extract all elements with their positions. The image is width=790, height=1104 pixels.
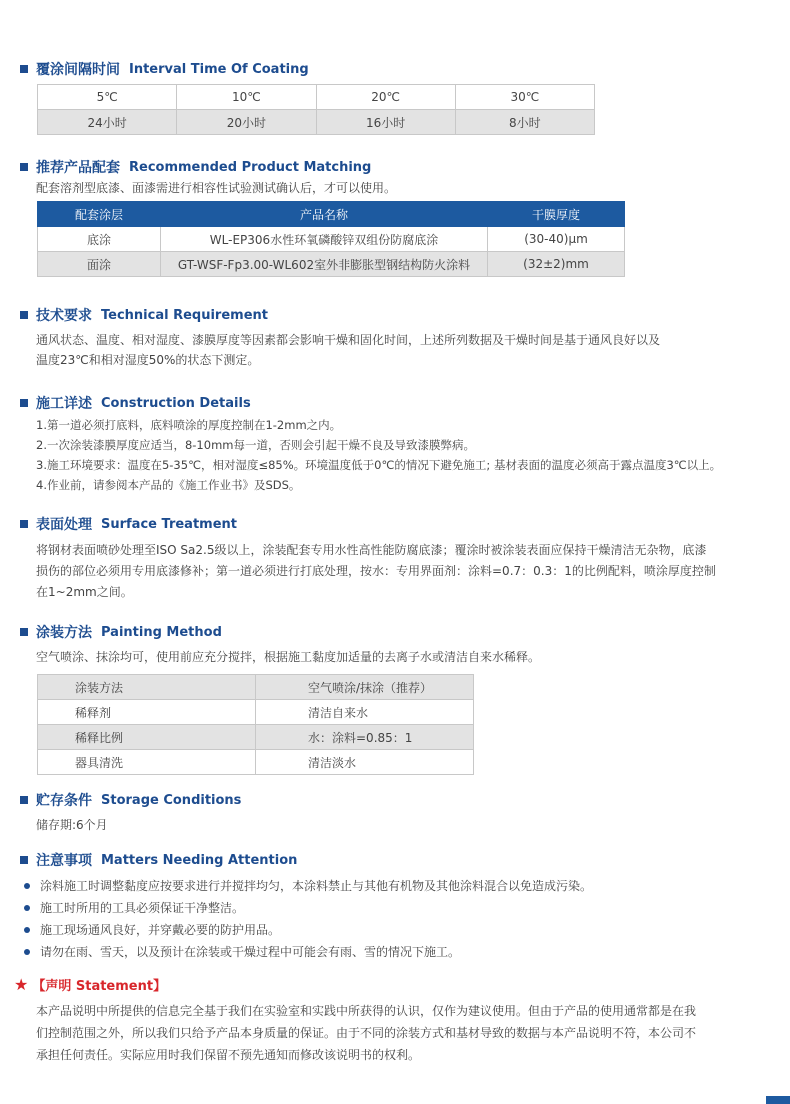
text-line: 将钢材表面喷砂处理至ISO Sa2.5级以上，涂装配套专用水性高性能防腐底漆；覆涂时被涂装表面应保持干燥清洁无杂物，底漆: [36, 543, 707, 557]
table-header-cell: 配套涂层: [38, 202, 161, 227]
matching-section-title: [20, 157, 371, 177]
painting-title-zh: 涂装方法: [36, 625, 92, 641]
text-line: 2.一次涂装漆膜厚度应适当，8-10mm每一道，否则会引起干燥不良及导致漆膜弊病。: [36, 438, 475, 452]
interval-section-title: [20, 59, 309, 79]
technical-text: [36, 330, 776, 370]
text-line: 本产品说明中所提供的信息完全基于我们在实验室和实践中所获得的认识，仅作为建议使用。但由于产品的使用通常都是在我: [36, 1004, 697, 1018]
table-cell: WL-EP306水性环氧磷酸锌双组份防腐底涂: [161, 227, 488, 252]
table-row: [38, 252, 625, 277]
list-item-text: 涂料施工时调整黏度应按要求进行并搅拌均匀，本涂料禁止与其他有机物及其他涂料混合以免造成污染。: [40, 879, 593, 893]
table-cell: 面涂: [38, 252, 161, 277]
painting-table: [37, 674, 474, 775]
text-line: 通风状态、温度、相对湿度、漆膜厚度等因素都会影响干燥和固化时间，上述所列数据及干燥时间是基于通风良好以及: [36, 333, 661, 347]
dot-bullet-icon: [24, 927, 30, 933]
table-cell: 底涂: [38, 227, 161, 252]
square-bullet-icon: [20, 311, 28, 319]
table-cell: (30-40)μm: [488, 227, 625, 252]
surface-text: [36, 540, 776, 603]
square-bullet-icon: [20, 163, 28, 171]
square-bullet-icon: [20, 399, 28, 407]
table-cell: 水：涂料=0.85：1: [256, 725, 474, 750]
corner-accent-bar: [766, 1096, 790, 1104]
statement-text: [36, 1000, 776, 1066]
attention-section-title: [20, 850, 297, 870]
construction-title-zh: 施工详述: [36, 396, 92, 412]
table-row: [38, 725, 474, 750]
statement-title-text: 【声明 Statement】: [32, 979, 167, 994]
construction-text: [36, 415, 786, 495]
matching-table: [37, 201, 625, 277]
text-line: 在1~2mm之间。: [36, 585, 133, 599]
table-row: [38, 85, 595, 110]
text-line: 们控制范围之外，所以我们只给予产品本身质量的保证。由于不同的涂装方式和基材导致的数据与本产品说明不符，本公司不: [36, 1026, 697, 1040]
square-bullet-icon: [20, 520, 28, 528]
table-cell: 10℃: [177, 85, 316, 110]
table-cell: 8小时: [455, 110, 594, 135]
technical-title-zh: 技术要求: [36, 308, 92, 324]
table-cell: 20小时: [177, 110, 316, 135]
storage-text: 储存期:6个月: [36, 818, 108, 832]
painting-section-title: [20, 622, 222, 642]
table-cell: GT-WSF-Fp3.00-WL602室外非膨胀型钢结构防火涂料: [161, 252, 488, 277]
construction-section-title: [20, 393, 251, 413]
text-line: 4.作业前，请参阅本产品的《施工作业书》及SDS。: [36, 478, 301, 492]
surface-title-zh: 表面处理: [36, 517, 92, 533]
technical-section-title: [20, 305, 268, 325]
storage-title-zh: 贮存条件: [36, 793, 92, 809]
construction-title-en: Construction Details: [101, 395, 251, 411]
list-item-text: 请勿在雨、雪天，以及预计在涂装或干燥过程中可能会有雨、雪的情况下施工。: [40, 945, 461, 959]
matching-title-zh: 推荐产品配套: [36, 160, 120, 176]
table-cell: 清洁淡水: [256, 750, 474, 775]
dot-bullet-icon: [24, 883, 30, 889]
square-bullet-icon: [20, 65, 28, 73]
attention-list: [24, 875, 592, 963]
surface-title-en: Surface Treatment: [101, 516, 237, 532]
table-header-cell: 干膜厚度: [488, 202, 625, 227]
list-item-text: 施工现场通风良好，并穿戴必要的防护用品。: [40, 923, 281, 937]
matching-note: 配套溶剂型底漆、面漆需进行相容性试验测试确认后，才可以使用。: [36, 181, 397, 195]
list-item: [24, 919, 592, 941]
attention-title-zh: 注意事项: [36, 853, 92, 869]
table-row: [38, 227, 625, 252]
technical-title-en: Technical Requirement: [101, 307, 268, 323]
table-cell: (32±2)mm: [488, 252, 625, 277]
storage-section-title: [20, 790, 241, 810]
table-header-cell: 涂装方法: [38, 675, 256, 700]
interval-title-zh: 覆涂间隔时间: [36, 62, 120, 78]
dot-bullet-icon: [24, 905, 30, 911]
interval-title-en: Interval Time Of Coating: [129, 61, 309, 77]
table-cell: 器具清洗: [38, 750, 256, 775]
table-cell: 清洁自来水: [256, 700, 474, 725]
table-row: [38, 750, 474, 775]
table-cell: 24小时: [38, 110, 177, 135]
table-cell: 20℃: [316, 85, 455, 110]
square-bullet-icon: [20, 796, 28, 804]
table-header-cell: 产品名称: [161, 202, 488, 227]
table-header-row: [38, 202, 625, 227]
square-bullet-icon: [20, 628, 28, 636]
text-line: 温度23℃和相对湿度50%的状态下测定。: [36, 353, 260, 367]
table-row: [38, 700, 474, 725]
text-line: 承担任何责任。实际应用时我们保留不预先通知而修改该说明书的权利。: [36, 1048, 421, 1062]
text-line: 1.第一道必须打底料，底料喷涂的厚度控制在1-2mm之内。: [36, 418, 342, 432]
list-item: [24, 897, 592, 919]
table-header-cell: 空气喷涂/抹涂（推荐）: [256, 675, 474, 700]
text-line: 3.施工环境要求：温度在5-35℃，相对湿度≤85%。环境温度低于0℃的情况下避免施工; 基材表面的温度必须高于露点温度3℃以上。: [36, 458, 722, 472]
storage-title-en: Storage Conditions: [101, 792, 242, 808]
table-cell: 5℃: [38, 85, 177, 110]
table-cell: 稀释比例: [38, 725, 256, 750]
table-cell: 稀释剂: [38, 700, 256, 725]
list-item-text: 施工时所用的工具必须保证干净整洁。: [40, 901, 245, 915]
text-line: 损伤的部位必须用专用底漆修补；第一道必须进行打底处理，按水：专用界面剂：涂料=0.7：0.3：1的比例配料，喷涂厚度控制: [36, 564, 716, 578]
statement-title: [14, 975, 166, 994]
interval-table: [37, 84, 595, 135]
table-cell: 30℃: [455, 85, 594, 110]
attention-title-en: Matters Needing Attention: [101, 852, 298, 868]
painting-title-en: Painting Method: [101, 624, 222, 640]
surface-section-title: [20, 514, 237, 534]
table-row: [38, 110, 595, 135]
list-item: [24, 875, 592, 897]
table-header-row: [38, 675, 474, 700]
table-cell: 16小时: [316, 110, 455, 135]
square-bullet-icon: [20, 856, 28, 864]
dot-bullet-icon: [24, 949, 30, 955]
painting-note: 空气喷涂、抹涂均可，使用前应充分搅拌，根据施工黏度加适量的去离子水或清洁自来水稀释。: [36, 650, 541, 664]
star-icon: ★: [14, 975, 29, 994]
list-item: [24, 941, 592, 963]
matching-title-en: Recommended Product Matching: [129, 159, 372, 175]
